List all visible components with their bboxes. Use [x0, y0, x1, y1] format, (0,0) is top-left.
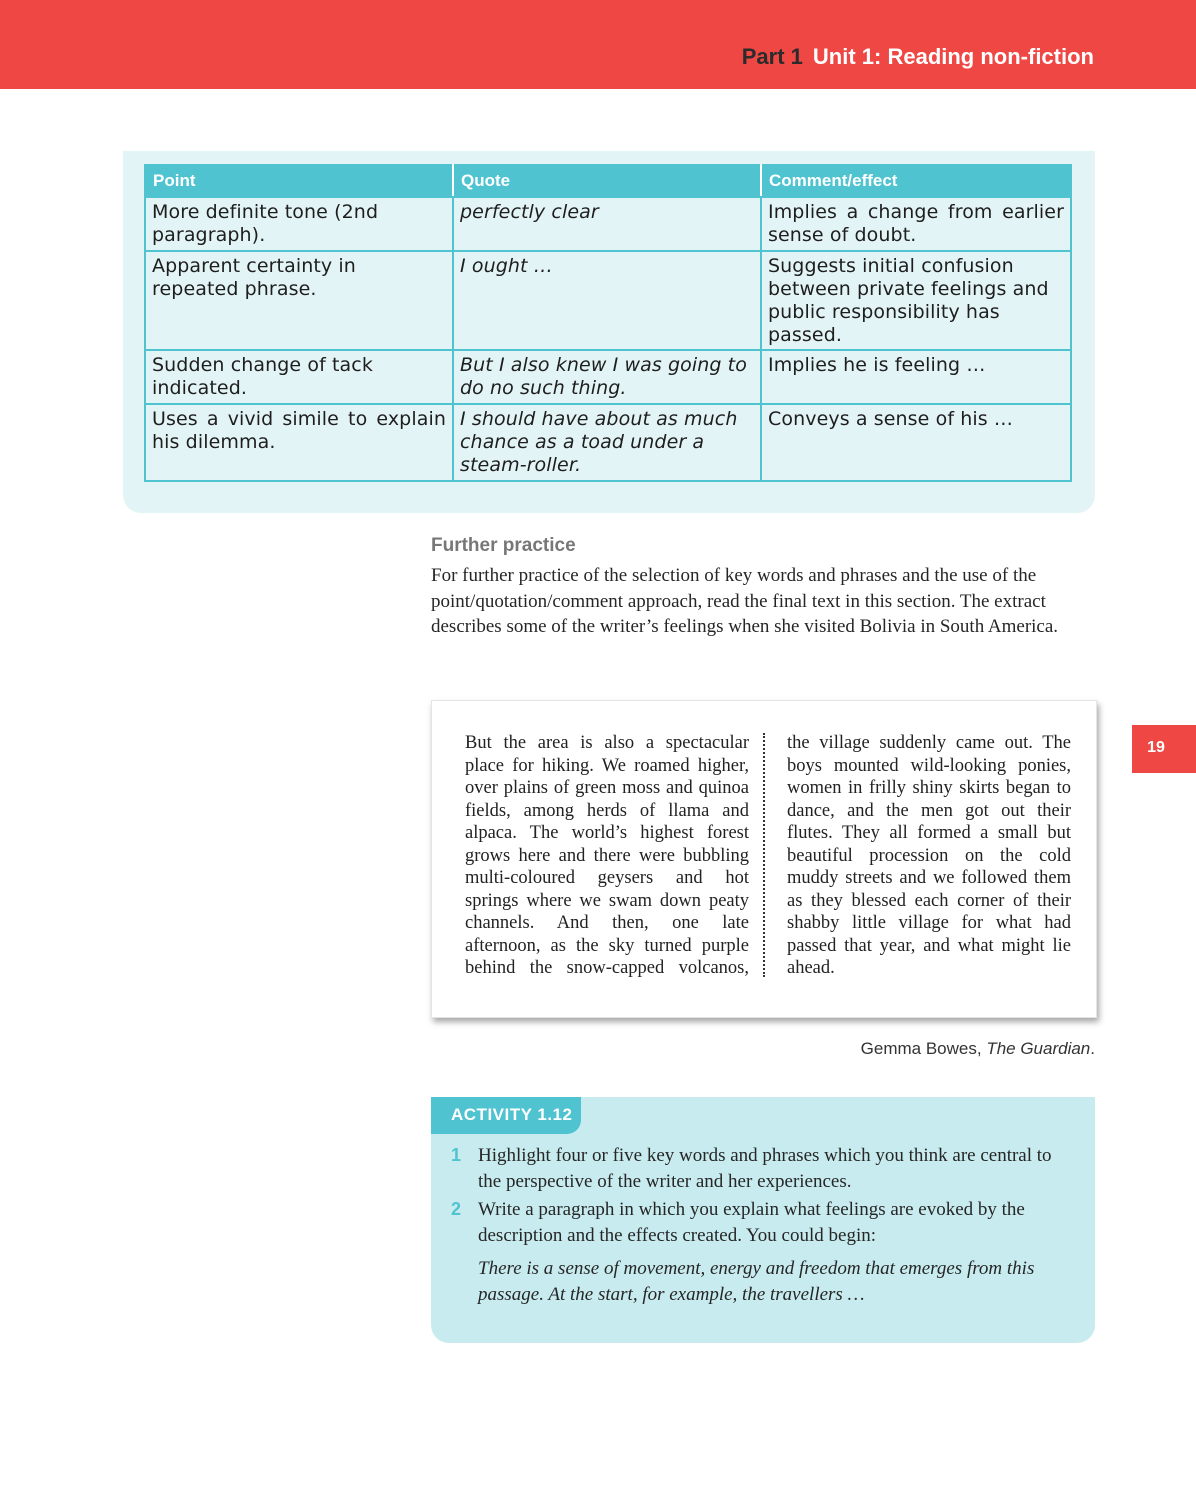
column-header-comment: Comment/effect: [761, 165, 1071, 197]
activity-item-text: Write a paragraph in which you explain what feelings are evoked by the description and the effects created. You could begin:: [478, 1199, 1025, 1246]
column-header-point: Point: [145, 165, 453, 197]
point-quote-comment-table: [144, 164, 1072, 482]
source-author: Gemma Bowes,: [860, 1039, 987, 1058]
table-row: [145, 404, 1071, 481]
activity-item-number: 1: [451, 1145, 462, 1165]
quote-cell: perfectly clear: [453, 197, 761, 251]
activity-item: [451, 1143, 1071, 1194]
unit-label: Unit 1: Reading non-fiction: [812, 44, 1094, 69]
comment-cell: Implies he is feeling …: [761, 350, 1071, 404]
table-row: [145, 251, 1071, 350]
comment-cell: Suggests initial confusion between private feelings and public responsibility has passed.: [761, 251, 1071, 350]
further-practice-body: For further practice of the selection of key words and phrases and the use of the point/quotation/comment approach, read the final text in this section. The extract describes some of the writer’s feelings when she visited Bolivia in South America.: [431, 565, 1059, 637]
comment-cell: Implies a change from earlier sense of doubt.: [761, 197, 1071, 251]
unit-title: [742, 44, 1094, 70]
source-end: .: [1090, 1039, 1095, 1058]
source-credit: [861, 1039, 1095, 1059]
point-cell: Apparent certainty in repeated phrase.: [145, 251, 453, 350]
point-cell: More definite tone (2nd paragraph).: [145, 197, 453, 251]
activity-tag: [431, 1097, 581, 1134]
activity-item: [451, 1197, 1071, 1248]
point-cell: Sudden change of tack indicated.: [145, 350, 453, 404]
table-header-row: [145, 165, 1071, 197]
point-cell: Uses a vivid simile to explain his dilemma.: [145, 404, 453, 481]
source-publication: The Guardian: [986, 1039, 1091, 1058]
extract-column-left: But the area is also a spectacular place for hiking. We roamed higher, over plains of green moss and quinoa fields, among herds of llama and alpaca. The world’s highest forest grows here and there were bubbling multi-coloured geysers and hot springs where we swam down peaty channels. And then, one late afternoon, as the sky turned purple behind the snow-capped volcanos,: [465, 733, 749, 978]
activity-item-text: Highlight four or five key words and phrases which you think are central to the perspective of the writer and her experiences.: [478, 1145, 1052, 1192]
page-number-tab: [1132, 725, 1196, 773]
extract-box: [431, 700, 1097, 1018]
column-header-quote: Quote: [453, 165, 761, 197]
column-divider: [763, 733, 765, 977]
quote-cell: I ought …: [453, 251, 761, 350]
comment-cell: Conveys a sense of his …: [761, 404, 1071, 481]
extract-column-right: the village suddenly came out. The boys mounted wild-looking ponies, women in frilly shiny skirts began to dance, and the men got out their flutes. They all formed a small but beautiful procession on the cold muddy streets and we followed them as they blessed each corner of their shabby little village for what had passed that year, and what might lie ahead.: [787, 733, 1071, 978]
page-number: 19: [1147, 739, 1165, 756]
activity-example-opening: There is a sense of movement, energy and freedom that emerges from this passage. At the start, for example, the travellers …: [478, 1258, 1035, 1305]
header-band: [0, 0, 1196, 89]
further-practice-heading: Further practice: [431, 535, 576, 556]
part-label: Part 1: [741, 44, 803, 69]
quote-cell: I should have about as much chance as a toad under a steam-roller.: [453, 404, 761, 481]
activity-label: ACTIVITY 1.12: [451, 1105, 573, 1124]
table-row: [145, 350, 1071, 404]
table-row: [145, 197, 1071, 251]
activity-item-number: 2: [451, 1199, 462, 1219]
quote-cell: But I also knew I was going to do no such thing.: [453, 350, 761, 404]
